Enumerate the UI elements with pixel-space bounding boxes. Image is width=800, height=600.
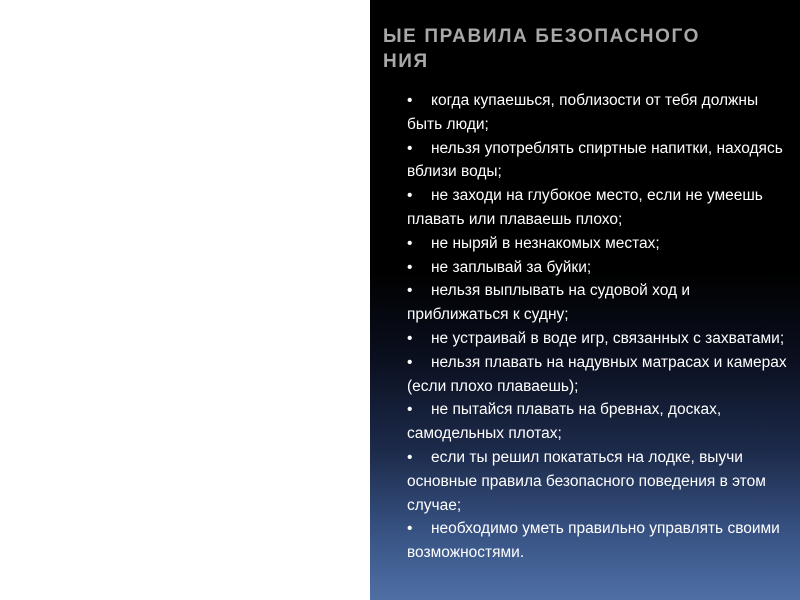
list-item	[407, 89, 792, 137]
bullet-icon: •	[407, 187, 413, 205]
list-item	[407, 351, 792, 399]
list-item	[407, 184, 792, 232]
bullet-icon: •	[407, 329, 413, 347]
bullet-icon: •	[407, 258, 413, 276]
bullet-icon: •	[407, 139, 413, 157]
list-item-text: нельзя употреблять спиртные напитки, находясь вблизи воды;	[407, 139, 783, 181]
list-item	[407, 517, 792, 565]
list-item-text: если ты решил покататься на лодке, выучи основные правила безопасного поведения в этом случае;	[407, 448, 766, 514]
list-item	[407, 232, 792, 256]
slide-title-line-2: НИЯ	[382, 51, 429, 72]
list-item	[407, 398, 792, 446]
bullet-icon: •	[407, 92, 413, 109]
list-item-text: когда купаешься, поблизости от тебя должны быть люди;	[407, 92, 759, 133]
list-item-text: необходимо уметь правильно управлять своими возможностями.	[407, 520, 780, 562]
list-item	[407, 327, 792, 351]
list-item-text: не ныряй в незнакомых местах;	[431, 234, 660, 252]
list-item	[407, 279, 792, 327]
bullet-icon: •	[407, 448, 413, 466]
bullet-icon: •	[407, 401, 413, 419]
list-item-text: нельзя плавать на надувных матрасах и камерах (если плохо плаваешь);	[407, 353, 787, 395]
bullet-icon: •	[407, 282, 413, 300]
list-item	[407, 256, 792, 280]
slide-title-line-1: ЫЕ ПРАВИЛА БЕЗОПАСНОГО	[382, 26, 700, 47]
list-item-text: не пытайся плавать на бревнах, досках, самодельных плотах;	[407, 401, 722, 443]
left-blank-area	[0, 0, 370, 600]
list-item	[407, 446, 792, 517]
list-item-text: нельзя выплывать на судовой ход и приближаться к судну;	[407, 282, 691, 324]
list-item	[407, 137, 792, 185]
list-item-text: не заплывай за буйки;	[431, 258, 592, 276]
safety-rules-list	[407, 89, 792, 565]
bullet-icon: •	[407, 520, 413, 538]
bullet-icon: •	[407, 353, 413, 371]
list-item-text: не заходи на глубокое место, если не умеешь плавать или плаваешь плохо;	[407, 187, 763, 228]
list-item-text: не устраивай в воде игр, связанных с захватами;	[431, 329, 785, 347]
bullet-icon: •	[407, 234, 413, 252]
